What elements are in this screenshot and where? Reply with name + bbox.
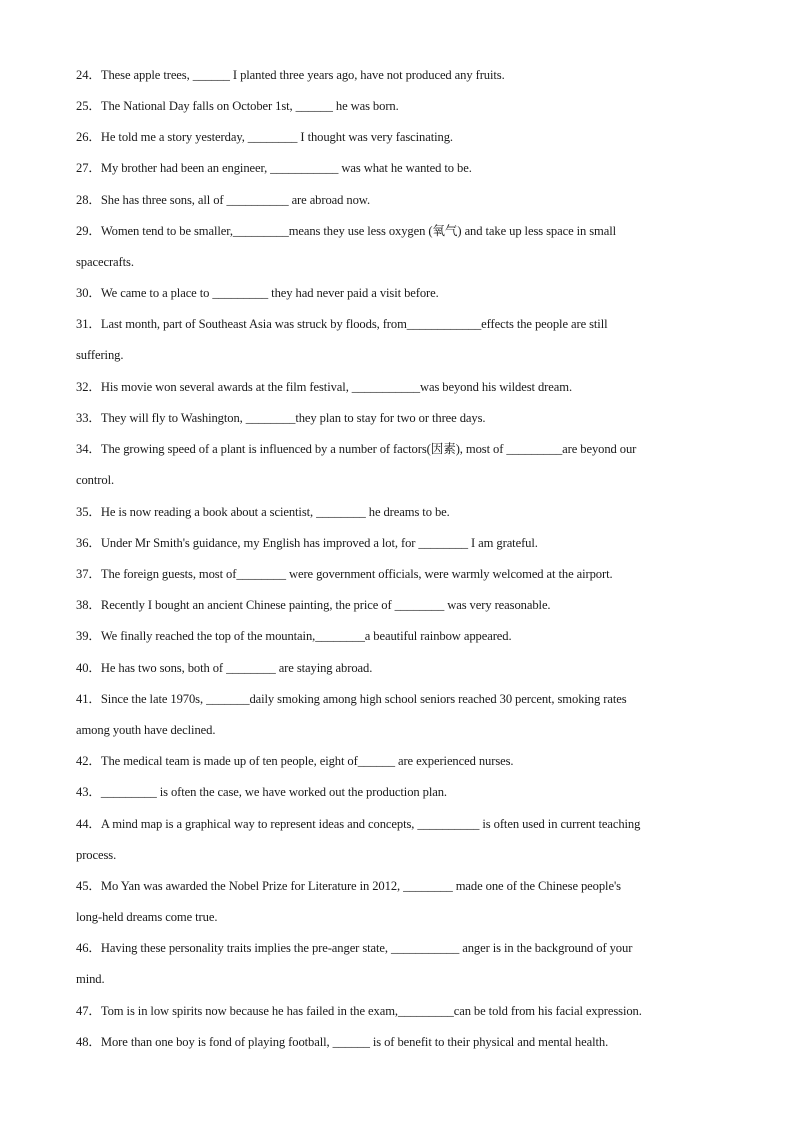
question-32 <box>76 372 724 403</box>
question-text: among youth have declined. <box>76 723 216 737</box>
question-text: The growing speed of a plant is influenced by a number of factors(因素), most of _________are beyond our <box>100 442 637 456</box>
question-text: control. <box>76 473 115 487</box>
question-number: 38． <box>76 598 101 612</box>
question-number: 24． <box>76 68 101 82</box>
question-46-continuation <box>76 964 724 995</box>
question-number: 30． <box>76 286 101 300</box>
question-text: They will fly to Washington, ________they plan to stay for two or three days. <box>100 411 486 425</box>
question-28 <box>76 185 724 216</box>
question-34-continuation <box>76 465 724 496</box>
question-text: _________ is often the case, we have worked out the production plan. <box>100 785 447 799</box>
question-35 <box>76 497 724 528</box>
question-number: 37． <box>76 567 101 581</box>
question-number: 43． <box>76 785 101 799</box>
question-text: She has three sons, all of __________ are abroad now. <box>100 193 371 207</box>
question-text: We came to a place to _________ they had never paid a visit before. <box>100 286 439 300</box>
question-number: 42． <box>76 754 101 768</box>
question-number: 48． <box>76 1035 101 1049</box>
question-number: 41． <box>76 692 101 706</box>
question-text: The medical team is made up of ten people, eight of______ are experienced nurses. <box>100 754 514 768</box>
question-text: Having these personality traits implies the pre-anger state, ___________ anger is in the background of your <box>100 941 633 955</box>
question-33 <box>76 403 724 434</box>
question-25 <box>76 91 724 122</box>
question-text: A mind map is a graphical way to represent ideas and concepts, __________ is often used in current teaching <box>100 817 641 831</box>
question-46 <box>76 933 724 964</box>
question-text: mind. <box>76 972 105 986</box>
question-number: 33． <box>76 411 101 425</box>
question-text: long-held dreams come true. <box>76 910 218 924</box>
question-36 <box>76 528 724 559</box>
question-text: Recently I bought an ancient Chinese painting, the price of ________ was very reasonable. <box>100 598 551 612</box>
question-text: My brother had been an engineer, ___________ was what he wanted to be. <box>100 161 472 175</box>
question-24 <box>76 60 724 91</box>
question-text: Women tend to be smaller,_________means they use less oxygen (氧气) and take up less space in small <box>100 224 617 238</box>
question-number: 28． <box>76 193 101 207</box>
question-text: The foreign guests, most of________ were government officials, were warmly welcomed at the airport. <box>100 567 613 581</box>
question-number: 34． <box>76 442 101 456</box>
question-number: 35． <box>76 505 101 519</box>
question-41-continuation <box>76 715 724 746</box>
question-27 <box>76 153 724 184</box>
question-text: These apple trees, ______ I planted three years ago, have not produced any fruits. <box>100 68 505 82</box>
question-41 <box>76 684 724 715</box>
question-text: Under Mr Smith's guidance, my English has improved a lot, for ________ I am grateful. <box>100 536 538 550</box>
question-48 <box>76 1027 724 1058</box>
question-text: Mo Yan was awarded the Nobel Prize for Literature in 2012, ________ made one of the Chinese people's <box>100 879 621 893</box>
question-number: 27． <box>76 161 101 175</box>
question-31-continuation <box>76 340 724 371</box>
question-text: Tom is in low spirits now because he has failed in the exam,_________can be told from his facial expression. <box>100 1004 642 1018</box>
question-47 <box>76 996 724 1027</box>
question-30 <box>76 278 724 309</box>
question-number: 36． <box>76 536 101 550</box>
question-text: His movie won several awards at the film festival, ___________was beyond his wildest dream. <box>100 380 573 394</box>
question-44 <box>76 809 724 840</box>
question-29-continuation <box>76 247 724 278</box>
question-text: Last month, part of Southeast Asia was struck by floods, from____________effects the people are still <box>100 317 608 331</box>
question-number: 26． <box>76 130 101 144</box>
question-42 <box>76 746 724 777</box>
question-44-continuation <box>76 840 724 871</box>
question-number: 40． <box>76 661 101 675</box>
question-26 <box>76 122 724 153</box>
question-text: He has two sons, both of ________ are staying abroad. <box>100 661 373 675</box>
question-text: He is now reading a book about a scientist, ________ he dreams to be. <box>100 505 450 519</box>
question-text: suffering. <box>76 348 124 362</box>
question-number: 46． <box>76 941 101 955</box>
question-37 <box>76 559 724 590</box>
question-number: 44． <box>76 817 101 831</box>
question-number: 25． <box>76 99 101 113</box>
question-number: 39． <box>76 629 101 643</box>
question-number: 45． <box>76 879 101 893</box>
question-34 <box>76 434 724 465</box>
question-text: Since the late 1970s, _______daily smoking among high school seniors reached 30 percent, smoking rates <box>100 692 627 706</box>
question-38 <box>76 590 724 621</box>
question-45 <box>76 871 724 902</box>
question-number: 32． <box>76 380 101 394</box>
question-number: 31． <box>76 317 101 331</box>
question-text: The National Day falls on October 1st, ______ he was born. <box>100 99 399 113</box>
question-39 <box>76 621 724 652</box>
question-text: More than one boy is fond of playing football, ______ is of benefit to their physical and mental health. <box>100 1035 609 1049</box>
question-number: 47． <box>76 1004 101 1018</box>
question-29 <box>76 216 724 247</box>
question-text: process. <box>76 848 117 862</box>
question-text: spacecrafts. <box>76 255 134 269</box>
question-43 <box>76 777 724 808</box>
question-40 <box>76 653 724 684</box>
question-text: We finally reached the top of the mountain,________a beautiful rainbow appeared. <box>100 629 512 643</box>
question-45-continuation <box>76 902 724 933</box>
question-number: 29． <box>76 224 101 238</box>
question-31 <box>76 309 724 340</box>
question-text: He told me a story yesterday, ________ I thought was very fascinating. <box>100 130 453 144</box>
